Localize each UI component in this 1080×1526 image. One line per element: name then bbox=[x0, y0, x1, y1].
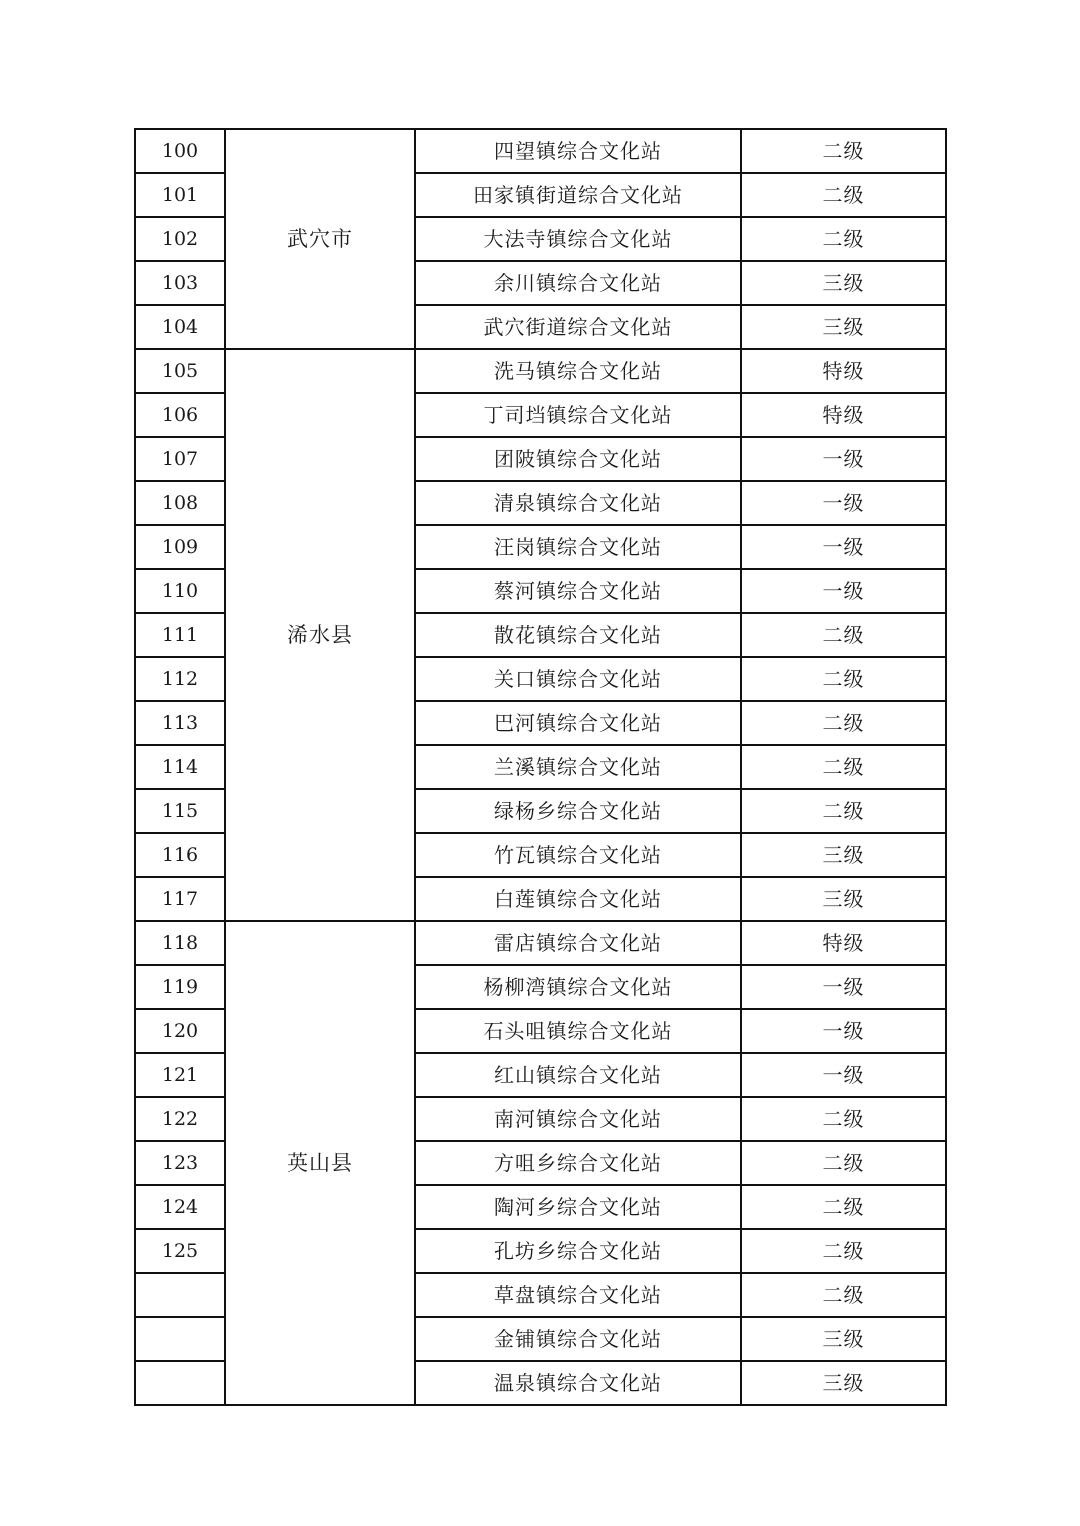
row-number-cell: 115 bbox=[135, 789, 225, 833]
grade-cell: 三级 bbox=[741, 261, 946, 305]
grade-cell: 一级 bbox=[741, 1009, 946, 1053]
row-number-cell: 122 bbox=[135, 1097, 225, 1141]
grade-cell: 一级 bbox=[741, 437, 946, 481]
grade-cell: 二级 bbox=[741, 789, 946, 833]
station-name-cell: 团陂镇综合文化站 bbox=[415, 437, 741, 481]
station-name-cell: 清泉镇综合文化站 bbox=[415, 481, 741, 525]
grade-cell: 一级 bbox=[741, 569, 946, 613]
grade-cell: 一级 bbox=[741, 965, 946, 1009]
station-name-cell: 大法寺镇综合文化站 bbox=[415, 217, 741, 261]
row-number-cell: 111 bbox=[135, 613, 225, 657]
station-name-cell: 杨柳湾镇综合文化站 bbox=[415, 965, 741, 1009]
grade-cell: 特级 bbox=[741, 349, 946, 393]
grade-cell: 二级 bbox=[741, 217, 946, 261]
grade-cell: 二级 bbox=[741, 173, 946, 217]
row-number-cell: 118 bbox=[135, 921, 225, 965]
station-name-cell: 孔坊乡综合文化站 bbox=[415, 1229, 741, 1273]
station-name-cell: 田家镇街道综合文化站 bbox=[415, 173, 741, 217]
document-page bbox=[134, 128, 945, 1406]
table-row bbox=[135, 921, 946, 965]
station-name-cell: 方咀乡综合文化站 bbox=[415, 1141, 741, 1185]
row-number-cell: 123 bbox=[135, 1141, 225, 1185]
grade-cell: 特级 bbox=[741, 921, 946, 965]
table-row bbox=[135, 129, 946, 173]
station-name-cell: 蔡河镇综合文化站 bbox=[415, 569, 741, 613]
county-cell: 武穴市 bbox=[225, 129, 415, 349]
station-name-cell: 洗马镇综合文化站 bbox=[415, 349, 741, 393]
row-number-cell bbox=[135, 1361, 225, 1405]
station-name-cell: 白莲镇综合文化站 bbox=[415, 877, 741, 921]
station-name-cell: 石头咀镇综合文化站 bbox=[415, 1009, 741, 1053]
station-name-cell: 竹瓦镇综合文化站 bbox=[415, 833, 741, 877]
grade-cell: 三级 bbox=[741, 833, 946, 877]
grade-cell: 一级 bbox=[741, 525, 946, 569]
row-number-cell: 105 bbox=[135, 349, 225, 393]
station-name-cell: 雷店镇综合文化站 bbox=[415, 921, 741, 965]
grade-cell: 二级 bbox=[741, 1141, 946, 1185]
cultural-station-grade-table bbox=[134, 128, 947, 1406]
station-name-cell: 陶河乡综合文化站 bbox=[415, 1185, 741, 1229]
grade-cell: 二级 bbox=[741, 701, 946, 745]
station-name-cell: 余川镇综合文化站 bbox=[415, 261, 741, 305]
grade-cell: 二级 bbox=[741, 1229, 946, 1273]
grade-cell: 三级 bbox=[741, 1317, 946, 1361]
table-body bbox=[135, 129, 946, 1405]
grade-cell: 二级 bbox=[741, 657, 946, 701]
row-number-cell bbox=[135, 1273, 225, 1317]
row-number-cell: 125 bbox=[135, 1229, 225, 1273]
table-row bbox=[135, 349, 946, 393]
county-cell: 英山县 bbox=[225, 921, 415, 1405]
grade-cell: 一级 bbox=[741, 1053, 946, 1097]
grade-cell: 二级 bbox=[741, 129, 946, 173]
row-number-cell: 124 bbox=[135, 1185, 225, 1229]
station-name-cell: 丁司垱镇综合文化站 bbox=[415, 393, 741, 437]
station-name-cell: 绿杨乡综合文化站 bbox=[415, 789, 741, 833]
grade-cell: 二级 bbox=[741, 613, 946, 657]
station-name-cell: 武穴街道综合文化站 bbox=[415, 305, 741, 349]
grade-cell: 二级 bbox=[741, 1185, 946, 1229]
station-name-cell: 红山镇综合文化站 bbox=[415, 1053, 741, 1097]
station-name-cell: 兰溪镇综合文化站 bbox=[415, 745, 741, 789]
station-name-cell: 温泉镇综合文化站 bbox=[415, 1361, 741, 1405]
row-number-cell bbox=[135, 1317, 225, 1361]
row-number-cell: 102 bbox=[135, 217, 225, 261]
station-name-cell: 汪岗镇综合文化站 bbox=[415, 525, 741, 569]
row-number-cell: 116 bbox=[135, 833, 225, 877]
row-number-cell: 108 bbox=[135, 481, 225, 525]
grade-cell: 二级 bbox=[741, 1097, 946, 1141]
county-cell: 浠水县 bbox=[225, 349, 415, 921]
row-number-cell: 113 bbox=[135, 701, 225, 745]
row-number-cell: 119 bbox=[135, 965, 225, 1009]
grade-cell: 三级 bbox=[741, 1361, 946, 1405]
station-name-cell: 南河镇综合文化站 bbox=[415, 1097, 741, 1141]
row-number-cell: 121 bbox=[135, 1053, 225, 1097]
row-number-cell: 106 bbox=[135, 393, 225, 437]
station-name-cell: 四望镇综合文化站 bbox=[415, 129, 741, 173]
row-number-cell: 112 bbox=[135, 657, 225, 701]
row-number-cell: 117 bbox=[135, 877, 225, 921]
row-number-cell: 100 bbox=[135, 129, 225, 173]
row-number-cell: 110 bbox=[135, 569, 225, 613]
station-name-cell: 草盘镇综合文化站 bbox=[415, 1273, 741, 1317]
station-name-cell: 金铺镇综合文化站 bbox=[415, 1317, 741, 1361]
grade-cell: 三级 bbox=[741, 877, 946, 921]
grade-cell: 二级 bbox=[741, 1273, 946, 1317]
grade-cell: 三级 bbox=[741, 305, 946, 349]
row-number-cell: 109 bbox=[135, 525, 225, 569]
row-number-cell: 114 bbox=[135, 745, 225, 789]
station-name-cell: 散花镇综合文化站 bbox=[415, 613, 741, 657]
station-name-cell: 巴河镇综合文化站 bbox=[415, 701, 741, 745]
row-number-cell: 103 bbox=[135, 261, 225, 305]
row-number-cell: 107 bbox=[135, 437, 225, 481]
grade-cell: 二级 bbox=[741, 745, 946, 789]
grade-cell: 特级 bbox=[741, 393, 946, 437]
row-number-cell: 104 bbox=[135, 305, 225, 349]
row-number-cell: 120 bbox=[135, 1009, 225, 1053]
row-number-cell: 101 bbox=[135, 173, 225, 217]
grade-cell: 一级 bbox=[741, 481, 946, 525]
station-name-cell: 关口镇综合文化站 bbox=[415, 657, 741, 701]
